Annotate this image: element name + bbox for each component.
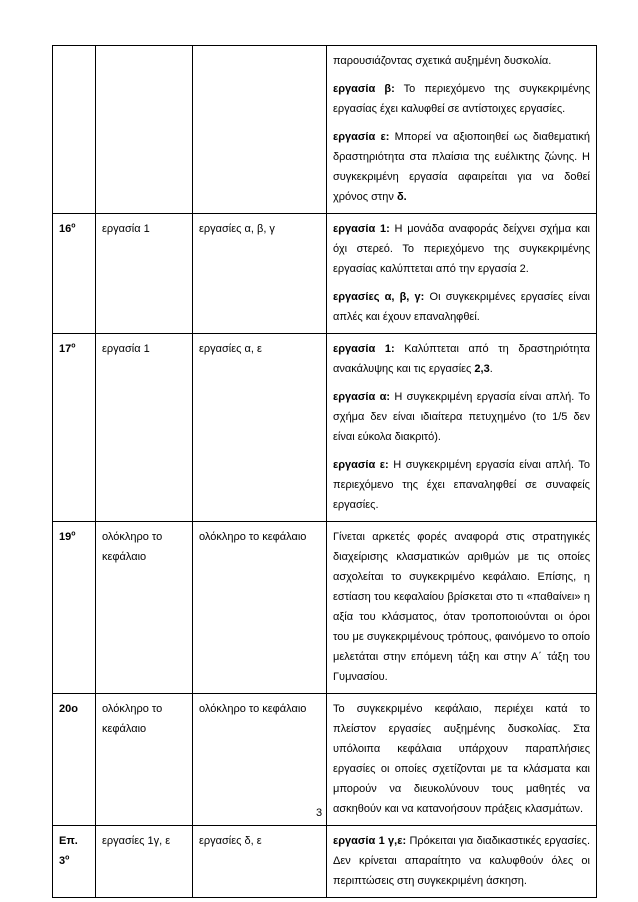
chapter-number: 19 [59,531,72,543]
comment-text: Καλύπτεται από τη δραστηριότητα ανακάλυψης και τις εργασίες [333,343,590,375]
comment-paragraph [333,79,590,119]
chapter-number: 17 [59,343,72,355]
bold-reference: 2,3 [474,363,490,375]
comment-cell [327,694,597,826]
table-row [53,694,597,826]
comment-paragraph [333,339,590,379]
ordinal-superscript: ο [71,222,76,230]
exercise-label: εργασία β: [333,83,395,95]
comment-paragraph [333,455,590,515]
comment-text: Η συγκεκριμένη εργασία είναι απλή. Το σχήμα δεν είναι ιδιαίτερα πετυχημένο (το 1/5 δεν είναι εύκολα διακριτό). [333,391,591,443]
comment-text: Πρόκειται για διαδικαστικές εργασίες. Δεν κρίνεται απαραίτητο να καλυφθούν όλες οι περιπτώσεις στη συγκεκριμένη άσκηση. [333,835,590,887]
exercises-cell: ολόκληρο το κεφάλαιο [193,522,327,694]
comment-paragraph [333,387,590,447]
exercise-label: εργασία ε: [333,131,390,143]
comment-paragraph [333,287,590,327]
comment-text: Η μονάδα αναφοράς δείχνει σχήμα και όχι στερεό. Το περιεχόμενο της συγκεκριμένης εργασίας καλύπτεται από την εργασία 2. [333,223,590,275]
section-cell [96,46,193,214]
bold-reference: δ. [396,191,407,203]
comment-cell [327,334,597,522]
comment-paragraph [333,831,590,891]
exercise-label: εργασία 1: [333,343,395,355]
chapter-number-cell [53,694,96,826]
ordinal-superscript: ο [71,530,76,538]
exercise-label: εργασία 1: [333,223,390,235]
comment-text: Το περιεχόμενο της συγκεκριμένης εργασίας έχει καλυφθεί σε αντίστοιχες εργασίες. [333,83,591,115]
comment-text: Το συγκεκριμένο κεφάλαιο, περιέχει κατά το πλείστον εργασίες αυξημένης δυσκολίας. Στα υπόλοιπα κεφάλαια υπάρχουν παραπλήσιες εργασίες οι οποίες σχετίζονται με τα κλάσματα και μπορούν να διευκολύνουν τους μαθητές να ασκηθούν και να κατανοήσουν πράξεις κλασμάτων. [333,703,590,815]
comment-text: Οι συγκεκριμένες εργασίες είναι απλές και έχουν επαναληφθεί. [333,291,591,323]
ordinal-superscript: ο [65,854,70,862]
section-cell: εργασία 1 [96,214,193,334]
comment-paragraph [333,527,590,687]
chapter-number-cell [53,826,96,898]
table-row [53,46,597,214]
comment-text: Η συγκεκριμένη εργασία είναι απλή. Το περιεχόμενο της έχει επαναληφθεί σε συναφείς εργασίες. [333,459,590,511]
exercise-label: εργασία α: [333,391,391,403]
table-row [53,522,597,694]
page-number: 3 [315,807,323,819]
table-row [53,826,597,898]
chapter-number-cell [53,522,96,694]
exercise-label: εργασία 1 γ,ε: [333,835,407,847]
exercise-label: εργασία ε: [333,459,389,471]
exercises-cell [193,46,327,214]
trailing-text: . [489,363,493,375]
comment-text: Γίνεται αρκετές φορές αναφορά στις στρατηγικές διαχείρισης κλασματικών αριθμών με τις οποίες ασχολείται το συγκεκριμένο κεφάλαιο. Επίσης, η εστίαση του κεφαλαίου βρίσκεται στο τι «παθαίνει» η αξία του κλάσματος, όταν τροποποιούνται οι όροι του με συγκεκριμένους τρόπους, φαινόμενο το οποίο μελετάται στην επόμενη τάξη και στην Α΄ τάξη του Γυμνασίου. [333,531,590,683]
section-cell: εργασίες 1γ, ε [96,826,193,898]
comment-cell [327,826,597,898]
chapter-number: 16 [59,223,72,235]
exercises-cell: εργασίες α, ε [193,334,327,522]
comment-text: παρουσιάζοντας σχετικά αυξημένη δυσκολία. [333,55,552,67]
comment-paragraph [333,699,590,819]
chapter-number-cell [53,214,96,334]
comment-text: Μπορεί να αξιοποιηθεί ως διαθεματική δραστηριότητα στα πλαίσια της ευέλικτης ζώνης. Η συγκεκριμένη εργασία αφαιρείται για να δοθεί χρόνος στην [333,131,590,203]
comment-cell [327,46,597,214]
table-body [53,46,597,898]
section-cell: ολόκληρο το κεφάλαιο [96,522,193,694]
curriculum-table [52,45,597,898]
comment-cell [327,214,597,334]
chapter-number-cell [53,46,96,214]
exercises-cell: ολόκληρο το κεφάλαιο [193,694,327,826]
section-cell: ολόκληρο το κεφάλαιο [96,694,193,826]
chapter-number: Επ. 3 [59,835,78,867]
comment-paragraph [333,51,590,71]
comment-cell [327,522,597,694]
table-row [53,334,597,522]
chapter-number: 20ο [59,703,78,715]
exercise-label: εργασίες α, β, γ: [333,291,425,303]
comment-paragraph [333,127,590,207]
section-cell: εργασία 1 [96,334,193,522]
exercises-cell: εργασίες α, β, γ [193,214,327,334]
ordinal-superscript: ο [71,342,76,350]
exercises-cell: εργασίες δ, ε [193,826,327,898]
table-row [53,214,597,334]
comment-paragraph [333,219,590,279]
chapter-number-cell [53,334,96,522]
